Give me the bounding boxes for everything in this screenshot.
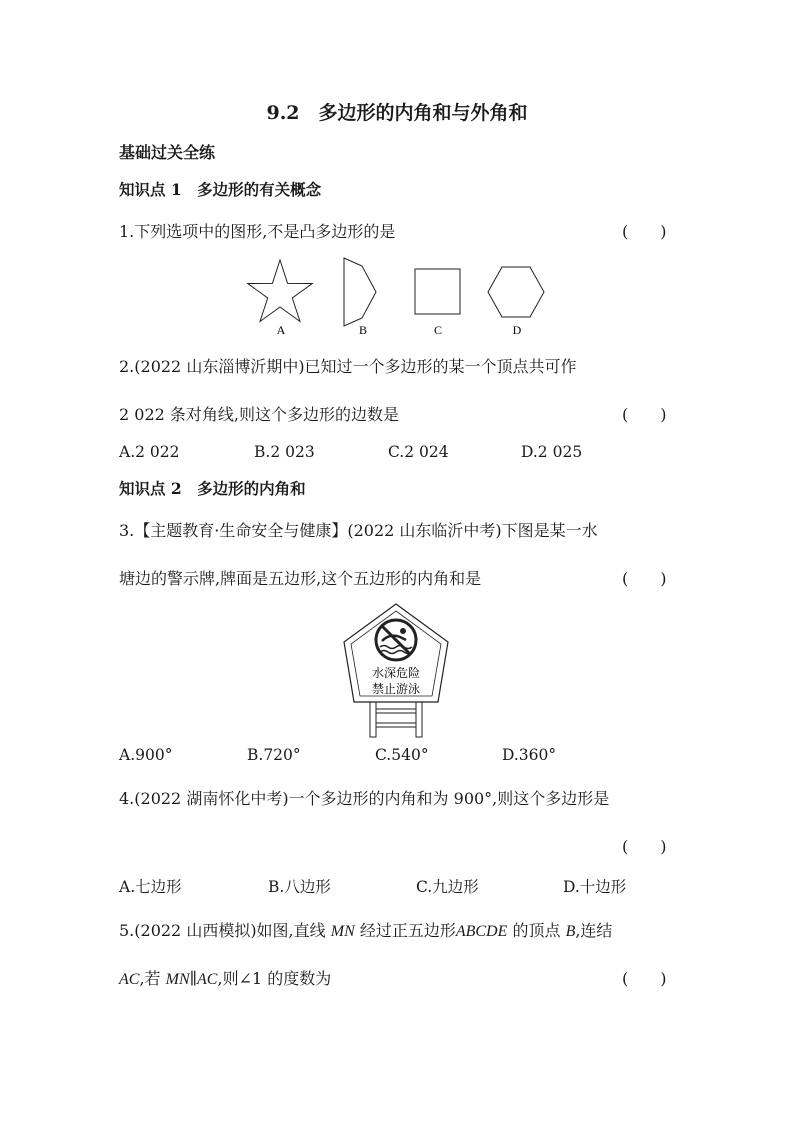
question-5-line-1 — [119, 918, 612, 941]
figure-label-b: B — [358, 323, 368, 337]
question-2-answer-blank: ( ) — [622, 405, 667, 424]
q5-text-d: ,连结 — [575, 921, 613, 940]
question-3-option-b: B.720° — [247, 746, 301, 764]
warning-sign-figure — [340, 602, 460, 742]
square-icon — [415, 269, 460, 314]
star-icon — [248, 260, 313, 322]
figure-label-a: A — [276, 323, 286, 337]
section-heading: 基础过关全练 — [119, 143, 216, 162]
q5-text-f: ,则∠1 的度数为 — [217, 969, 332, 988]
figure-label-c: C — [433, 323, 443, 337]
question-3-option-c: C.540° — [375, 746, 429, 764]
question-2-line-2: 2 022 条对角线,则这个多边形的边数是 — [119, 405, 399, 424]
q5-parallel: ∥ — [189, 969, 198, 988]
question-4-option-d: D.十边形 — [563, 878, 627, 896]
question-5-line-2 — [119, 966, 331, 989]
question-4-option-b: B.八边形 — [268, 878, 331, 896]
question-3-line-2: 塘边的警示牌,牌面是五边形,这个五边形的内角和是 — [119, 569, 482, 588]
hexagon-icon — [488, 267, 544, 317]
q5-text-b: 经过正五边形 — [354, 921, 456, 940]
question-1-text: 1.下列选项中的图形,不是凸多边形的是 — [119, 222, 396, 241]
question-4-option-a: A.七边形 — [119, 878, 182, 896]
page-title: 9.2 多边形的内角和与外角和 — [266, 102, 528, 124]
figure-label-d: D — [512, 323, 522, 337]
question-2-option-c: C.2 024 — [388, 443, 449, 461]
question-5-answer-blank: ( ) — [622, 969, 667, 988]
knowledge-point-2: 知识点 2 多边形的内角和 — [119, 479, 306, 498]
q5-text-c: 的顶点 — [507, 921, 566, 940]
question-2-option-d: D.2 025 — [521, 443, 583, 461]
q5-ac-2: AC — [197, 971, 218, 988]
question-3-answer-blank: ( ) — [622, 569, 667, 588]
sign-text-line-1: 水深危险 — [371, 666, 421, 680]
question-2-line-1: 2.(2022 山东淄博沂期中)已知过一个多边形的某一个顶点共可作 — [119, 357, 577, 376]
question-1-answer-blank: ( ) — [622, 222, 667, 241]
q5-mn-2: MN — [165, 971, 190, 988]
question-1-figure — [240, 252, 560, 342]
question-3-option-d: D.360° — [502, 746, 557, 764]
question-2-option-a: A.2 022 — [119, 443, 180, 461]
q5-b: B — [565, 923, 576, 940]
question-3-option-a: A.900° — [119, 746, 173, 764]
q5-abcde: ABCDE — [455, 923, 508, 940]
q5-ac: AC — [119, 971, 140, 988]
question-2-option-b: B.2 023 — [254, 443, 315, 461]
knowledge-point-1: 知识点 1 多边形的有关概念 — [119, 180, 322, 199]
q5-text-a: 5.(2022 山西模拟)如图,直线 — [119, 921, 331, 940]
irregular-pentagon-icon — [344, 258, 376, 326]
q5-text-e: ,若 — [139, 969, 166, 988]
question-4-option-c: C.九边形 — [416, 878, 479, 896]
sign-post-icon — [370, 697, 422, 737]
question-4-answer-blank: ( ) — [622, 837, 667, 856]
question-3-line-1: 3.【主题教育·生命安全与健康】(2022 山东临沂中考)下图是某一水 — [119, 521, 598, 540]
question-4-line-1: 4.(2022 湖南怀化中考)一个多边形的内角和为 900°,则这个多边形是 — [119, 789, 610, 808]
sign-text-line-2: 禁止游泳 — [371, 682, 421, 696]
q5-mn: MN — [330, 923, 355, 940]
